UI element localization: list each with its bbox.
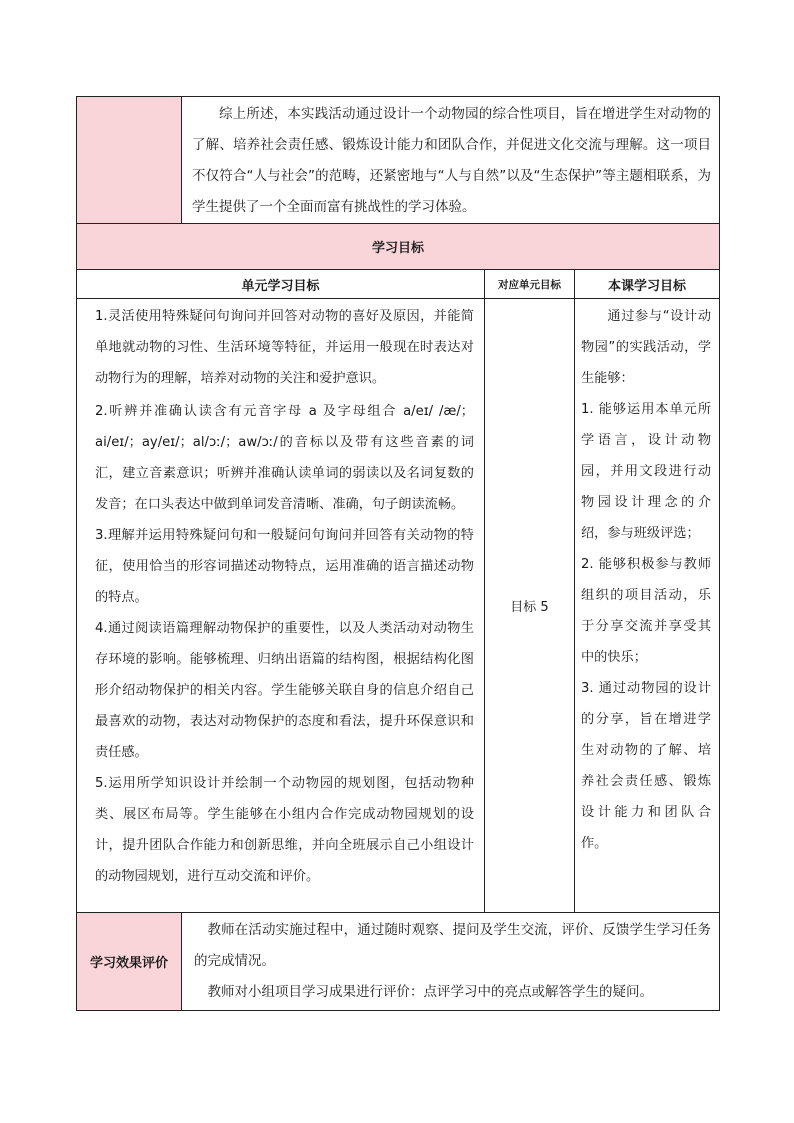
- lesson-goals-cell: [575, 299, 720, 913]
- unit-goal-3: 3.理解并运用特殊疑问句和一般疑问句询问并回答有关动物的特征，使用恰当的形容词描述动物特点，运用准确的语言描述动物的特点。: [95, 528, 474, 605]
- lesson-goal-2: 2. 能够积极参与教师组织的项目活动，乐于分享交流并享受其中的快乐；: [581, 557, 712, 665]
- section-title-row: [77, 224, 720, 270]
- intro-label-cell: [77, 97, 182, 224]
- lesson-goal-1: 1. 能够运用本单元所学语言，设计动物园，并用文段进行动物园设计理念的介绍，参与班级评选；: [581, 402, 712, 541]
- header-lesson-goals: 本课学习目标: [575, 270, 720, 299]
- lesson-goal-3: 3. 通过动物园的设计的分享，旨在增进学生对动物的了解、培养社会责任感、锻炼设计能力和团队合作。: [581, 681, 712, 851]
- lesson-goals-intro: 通过参与“设计动物园”的实践活动，学生能够：: [581, 309, 712, 386]
- evaluation-paragraph-2: 教师对小组项目学习成果进行评价：点评学习中的亮点或解答学生的疑问。: [207, 984, 653, 1000]
- section-title: 学习目标: [77, 224, 720, 270]
- target-cell: 目标 5: [485, 299, 575, 913]
- unit-goals-cell: [77, 299, 485, 913]
- intro-cell: [182, 97, 720, 224]
- evaluation-cell: [182, 913, 720, 1011]
- header-unit-goals: 单元学习目标: [77, 270, 485, 299]
- unit-goal-1: 1.灵活使用特殊疑问句询问并回答对动物的喜好及原因，并能简单地就动物的习性、生活环境等特征，并运用一般现在时表达对动物行为的理解，培养对动物的关注和爱护意识。: [95, 309, 474, 386]
- evaluation-row: [77, 913, 720, 1011]
- goals-row: [77, 299, 720, 913]
- header-target: 对应单元目标: [485, 270, 575, 299]
- evaluation-paragraph-1: 教师在活动实施过程中，通过随时观察、提问及学生交流，评价、反馈学生学习任务的完成情况。: [194, 922, 712, 969]
- unit-goal-5: 5.运用所学知识设计并绘制一个动物园的规划图，包括动物种类、展区布局等。学生能够在小组内合作完成动物园规划的设计，提升团队合作能力和创新思维，并向全班展示自己小组设计的动物园规划，进行互动交流和评价。: [95, 776, 474, 884]
- header-row: [77, 270, 720, 299]
- unit-goal-2: 2.听辨并准确认读含有元音字母 a 及字母组合 a/eɪ/ /æ/；ai/eɪ/；ay/eɪ/；al/ɔː/；aw/ɔː/的音标以及带有这些音素的词汇，建立音素意识；听辨并准确认读单词的弱读以及名词复数的发音；在口头表达中做到单词发音清晰、准确，句子朗读流畅。: [95, 404, 474, 512]
- evaluation-label: 学习效果评价: [77, 913, 182, 1011]
- lesson-plan-table: [76, 96, 720, 1011]
- intro-row: [77, 97, 720, 224]
- unit-goal-4: 4.通过阅读语篇理解动物保护的重要性，以及人类活动对动物生存环境的影响。能够梳理、归纳出语篇的结构图，根据结构化图形介绍动物保护的相关内容。学生能够关联自身的信息介绍自己最喜欢的动物，表达对动物保护的态度和看法，提升环保意识和责任感。: [95, 621, 474, 760]
- intro-text: 综上所述，本实践活动通过设计一个动物园的综合性项目，旨在增进学生对动物的了解、培养社会责任感、锻炼设计能力和团队合作，并促进文化交流与理解。这一项目不仅符合“人与社会”的范畴，还紧密地与“人与自然”以及“生态保护”等主题相联系，为学生提供了一个全面而富有挑战性的学习体验。: [192, 106, 712, 215]
